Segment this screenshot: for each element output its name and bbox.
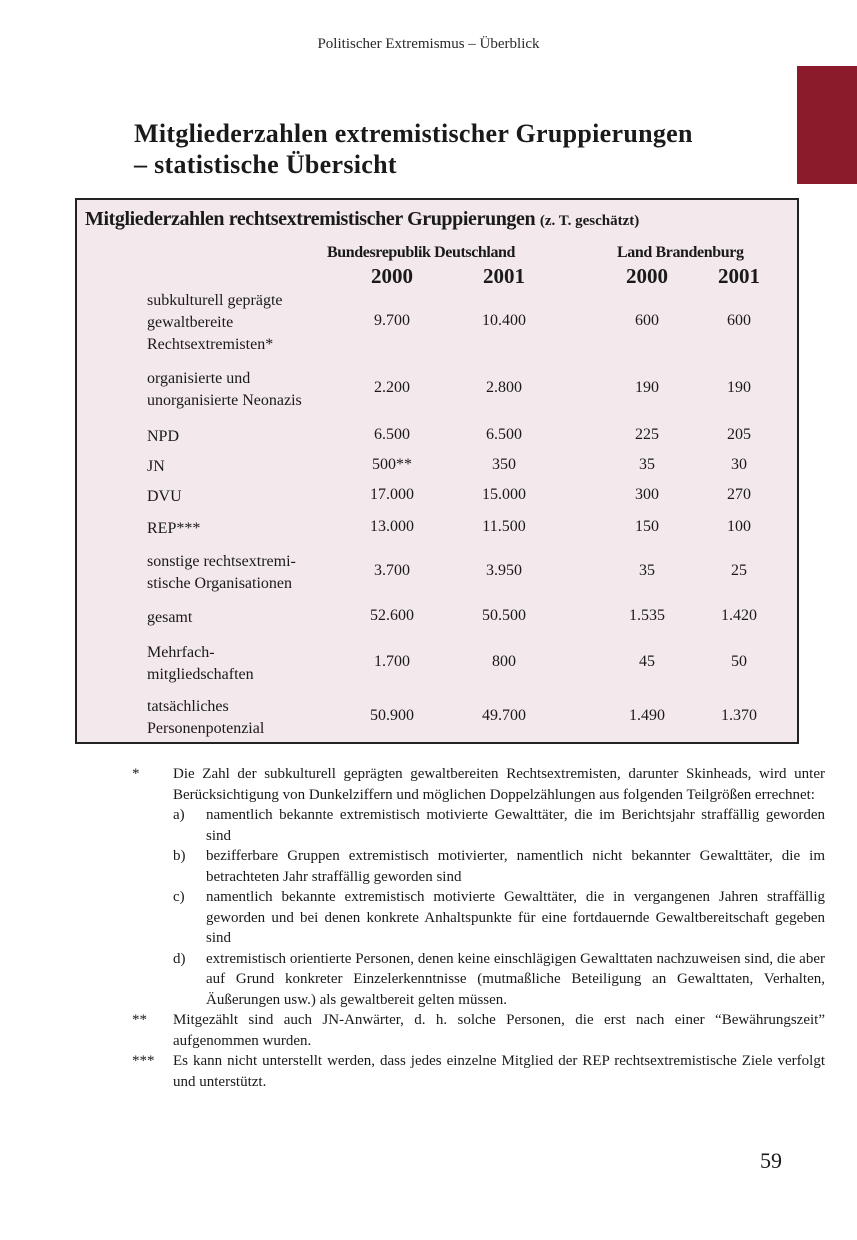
- footnote-item: [173, 846, 825, 887]
- row-label: [147, 518, 362, 540]
- table-cell: 2.800: [486, 379, 522, 396]
- footnote-item-text: bezifferbare Gruppen extremistisch motivierter, namentlich nicht bekannter Gewalttäter, die im betrachteten Jahr straffällig geworden sind: [206, 848, 825, 885]
- footnote-item-marker: d): [173, 950, 186, 967]
- table-cell: 15.000: [482, 486, 526, 503]
- row-label: [147, 551, 362, 595]
- table-cell: 25: [731, 562, 747, 579]
- table-cell: 1.535: [629, 607, 665, 624]
- row-label-line: DVU: [147, 488, 182, 505]
- footnote-item-marker: a): [173, 807, 185, 823]
- table-cell: 50.500: [482, 607, 526, 624]
- year-header: 2000: [371, 264, 413, 288]
- table-cell: 150: [635, 518, 659, 535]
- row-label-line: unorganisierte Neonazis: [147, 392, 302, 409]
- table-cell: 3.950: [486, 562, 522, 579]
- footnote-item-text: namentlich bekannte extremistisch motivierte Gewalttäter, die im Berichtsjahr straffällig geworden sind: [206, 807, 825, 844]
- row-label-line: Rechtsextremisten*: [147, 336, 274, 353]
- chapter-thumb-tab: [797, 66, 857, 184]
- row-label-line: Personenpotenzial: [147, 720, 265, 737]
- table-cell: 45: [639, 653, 655, 670]
- running-header: Politischer Extremismus – Überblick: [317, 36, 540, 52]
- table-cell: 300: [635, 486, 659, 503]
- footnote-item-text: extremistisch orientierte Personen, denen keine einschlägigen Gewalttaten nachzuweisen sind, die aber auf Grund konkreter Einzelerkenntnisse (mutmaßliche Beteiligung an Gewalttaten, Verhalten, Äußerungen usw.) als gewaltbereit gelten müssen.: [206, 950, 825, 1008]
- table-cell: 800: [492, 653, 516, 670]
- row-label-line: stische Organisationen: [147, 575, 293, 592]
- footnote-text: Es kann nicht unterstellt werden, dass jedes einzelne Mitglied der REP rechtsextremistische Ziele verfolgt und unterstützt.: [173, 1053, 825, 1090]
- table-cell: 35: [639, 456, 655, 473]
- footnote-text: Die Zahl der subkulturell geprägten gewaltbereiten Rechtsextremisten, darunter Skinheads, wird unter Berücksichtigung von Dunkelziffern und möglichen Doppelzählungen aus folgenden Teilgrößen errechnet:: [173, 766, 825, 803]
- table-cell: 600: [635, 312, 659, 329]
- footnote-2: [132, 1010, 825, 1051]
- footnote-marker: **: [132, 1012, 147, 1028]
- footnote-item-marker: b): [173, 848, 186, 864]
- row-label-line: sonstige rechtsextremi-: [147, 553, 296, 570]
- footnote-1: [132, 764, 825, 805]
- table-cell: 190: [635, 379, 659, 396]
- table-cell: 9.700: [374, 312, 410, 329]
- table-cell: 6.500: [374, 426, 410, 443]
- year-header: 2000: [626, 264, 668, 288]
- row-label: [147, 368, 362, 412]
- table-cell: 350: [492, 456, 516, 473]
- table-cell: 1.370: [721, 707, 757, 724]
- row-label-line: JN: [147, 458, 165, 475]
- row-label-line: tatsächliches: [147, 698, 229, 715]
- row-label-line: gewaltbereite: [147, 314, 234, 331]
- table-cell: 50: [731, 653, 747, 670]
- table-cell: 2.200: [374, 379, 410, 396]
- table-cell: 100: [727, 518, 751, 535]
- row-label-line: organisierte und: [147, 370, 251, 387]
- row-label: [147, 426, 362, 448]
- table-cell: 205: [727, 426, 751, 443]
- footnotes: [132, 764, 825, 1092]
- table-cell: 1.490: [629, 707, 665, 724]
- table-cell: 6.500: [486, 426, 522, 443]
- table-cell: 500**: [372, 456, 412, 473]
- row-label-line: Mehrfach-: [147, 644, 215, 661]
- table-cell: 190: [727, 379, 751, 396]
- footnote-marker: ***: [132, 1053, 155, 1069]
- page-title-line-1: Mitgliederzahlen extremistischer Gruppierungen: [134, 119, 693, 148]
- group-header-state: Land Brandenburg: [617, 244, 744, 261]
- table-title: [85, 208, 795, 231]
- table-cell: 3.700: [374, 562, 410, 579]
- row-label: [147, 642, 362, 686]
- table-cell: 1.700: [374, 653, 410, 670]
- page-title-line-2: – statistische Übersicht: [134, 150, 397, 179]
- row-label: [147, 696, 362, 740]
- year-header: 2001: [718, 264, 760, 288]
- row-label-line: subkulturell geprägte: [147, 292, 283, 309]
- table-cell: 52.600: [370, 607, 414, 624]
- row-label-line: NPD: [147, 428, 180, 445]
- row-label: [147, 290, 362, 356]
- page-number: 59: [760, 1148, 782, 1173]
- footnote-marker: *: [132, 766, 140, 782]
- table-cell: 49.700: [482, 707, 526, 724]
- table-cell: 600: [727, 312, 751, 329]
- row-label-line: mitgliedschaften: [147, 666, 254, 683]
- table-cell: 13.000: [370, 518, 414, 535]
- table-cell: 10.400: [482, 312, 526, 329]
- table-cell: 30: [731, 456, 747, 473]
- row-label: [147, 607, 362, 629]
- footnote-item-text: namentlich bekannte extremistisch motivierte Gewalttäter, die in vergangenen Jahren straffällig geworden und bei denen konkrete Anhaltspunkte für eine fortdauernde Gewaltbereitschaft gegeben sind: [206, 889, 825, 946]
- row-label: [147, 456, 362, 478]
- table-cell: 225: [635, 426, 659, 443]
- table-cell: 17.000: [370, 486, 414, 503]
- footnote-item-marker: c): [173, 889, 185, 905]
- group-header-federal: Bundesrepublik Deutschland: [327, 244, 516, 261]
- table-cell: 35: [639, 562, 655, 579]
- footnote-item: [173, 949, 825, 1011]
- footnote-item: [173, 887, 825, 949]
- table-cell: 1.420: [721, 607, 757, 624]
- row-label-line: REP***: [147, 520, 201, 537]
- row-label: [147, 486, 362, 508]
- footnote-item: [173, 805, 825, 846]
- footnote-text: Mitgezählt sind auch JN-Anwärter, d. h. solche Personen, die erst nach einer “Bewährungszeit” aufgenommen wurden.: [173, 1012, 825, 1049]
- year-header: 2001: [483, 264, 525, 288]
- table-cell: 11.500: [482, 518, 526, 535]
- table-cell: 270: [727, 486, 751, 503]
- footnote-3: [132, 1051, 825, 1092]
- table-cell: 50.900: [370, 707, 414, 724]
- table-title-note: (z. T. geschätzt): [539, 213, 640, 229]
- membership-table: [75, 198, 799, 744]
- table-title-text: Mitgliederzahlen rechtsextremistischer Gruppierungen: [85, 208, 536, 230]
- page-title: [134, 118, 774, 180]
- row-label-line: gesamt: [147, 609, 193, 626]
